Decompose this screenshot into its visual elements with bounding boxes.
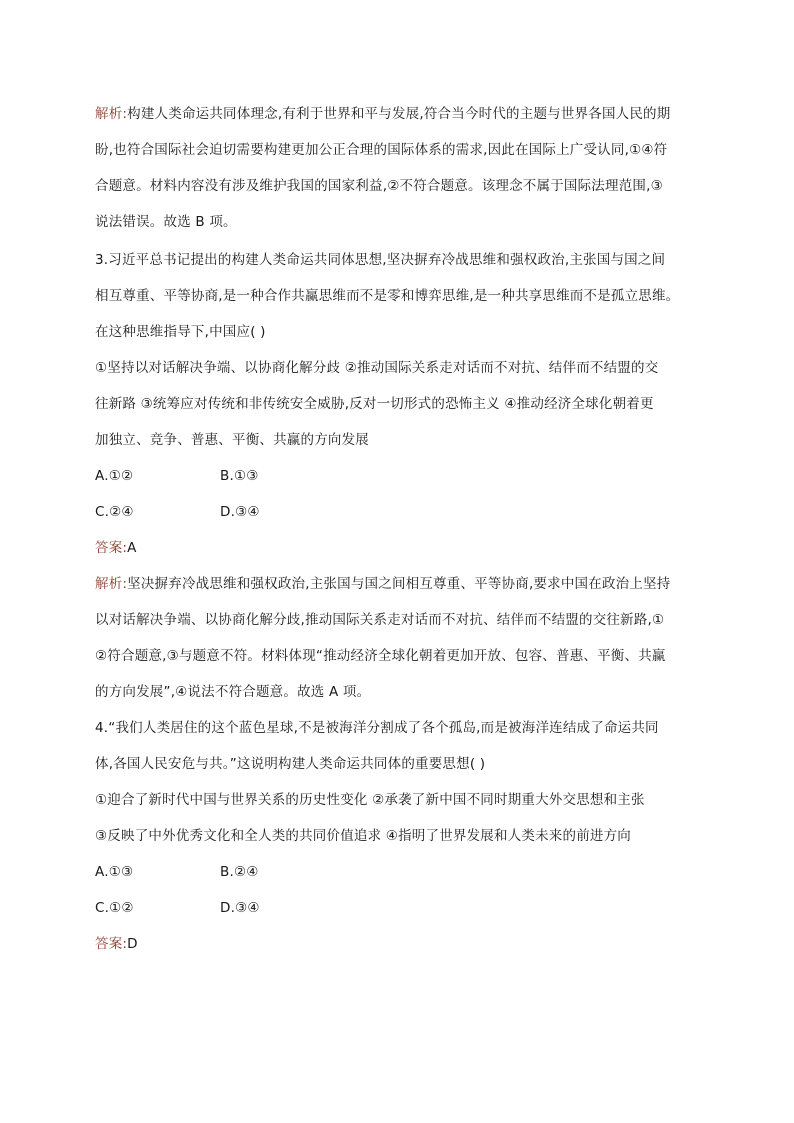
question-4-answer (95, 935, 138, 953)
analysis-line (95, 105, 670, 123)
question-4-options-row (95, 899, 395, 917)
question-3-stem: 3.习近平总书记提出的构建人类命运共同体思想,坚决摒弃冷战思维和强权政治,主张国与国之间 (95, 252, 666, 268)
question-4-stem: 4.“我们人类居住的这个蓝色星球,不是被海洋分割成了各个孤岛,而是被海洋连结成了命运共同 (95, 720, 659, 736)
option-a: A.①③ (95, 864, 134, 880)
analysis-line: 合题意。材料内容没有涉及维护我国的国家利益,②不符合题意。该理念不属于国际法理范围,③ (95, 178, 663, 194)
analysis-line: 的方向发展”,④说法不符合题意。故选 A 项。 (95, 684, 371, 700)
analysis-line (95, 575, 670, 593)
question-4-options-row (95, 863, 395, 881)
option-d: D.③④ (220, 504, 260, 520)
question-4-statement: ①迎合了新时代中国与世界关系的历史性变化 ②承袭了新中国不同时期重大外交思想和主张 (95, 792, 645, 808)
option-c: C.①② (95, 900, 134, 916)
question-3-answer (95, 539, 137, 557)
analysis-text: 坚决摒弃冷战思维和强权政治,主张国与国之间相互尊重、平等协商,要求中国在政治上坚持 (127, 576, 671, 592)
question-3-stem: 在这种思维指导下,中国应( ) (95, 324, 266, 340)
answer-value: A (127, 540, 137, 556)
analysis-label: 解析: (95, 576, 128, 592)
question-3-statement: 往新路 ③统筹应对传统和非传统安全威胁,反对一切形式的恐怖主义 ④推动经济全球化朝着更 (95, 396, 654, 412)
option-a: A.①② (95, 468, 134, 484)
question-4-statement: ③反映了中外优秀文化和全人类的共同价值追求 ④指明了世界发展和人类未来的前进方向 (95, 828, 631, 844)
analysis-label: 解析: (95, 106, 128, 122)
analysis-line: ②符合题意,③与题意不符。材料体现“推动经济全球化朝着更加开放、包容、普惠、平衡、共赢 (95, 648, 666, 664)
analysis-line: 以对话解决争端、以协商化解分歧,推动国际关系走对话而不对抗、结伴而不结盟的交往新路,① (95, 612, 665, 628)
question-3-options-row (95, 503, 395, 521)
question-4-stem: 体,各国人民安危与共。”这说明构建人类命运共同体的重要思想( ) (95, 756, 486, 772)
answer-value: D (127, 936, 138, 952)
analysis-text: 构建人类命运共同体理念,有利于世界和平与发展,符合当今时代的主题与世界各国人民的期 (127, 106, 671, 122)
question-3-statement: 加独立、竞争、普惠、平衡、共赢的方向发展 (95, 432, 369, 448)
option-b: B.②④ (220, 864, 259, 880)
question-3-statement: ①坚持以对话解决争端、以协商化解分歧 ②推动国际关系走对话而不对抗、结伴而不结盟的交 (95, 360, 659, 376)
option-b: B.①③ (220, 468, 259, 484)
answer-label: 答案: (95, 936, 128, 952)
answer-label: 答案: (95, 540, 128, 556)
option-c: C.②④ (95, 504, 134, 520)
option-d: D.③④ (220, 900, 260, 916)
question-3-options-row (95, 467, 395, 485)
analysis-line: 盼,也符合国际社会迫切需要构建更加公正合理的国际体系的需求,因此在国际上广受认同,①④符 (95, 142, 668, 158)
analysis-line: 说法错误。故选 B 项。 (95, 214, 237, 230)
question-3-stem: 相互尊重、平等协商,是一种合作共赢思维而不是零和博弈思维,是一种共享思维而不是孤立思维。 (95, 288, 680, 304)
